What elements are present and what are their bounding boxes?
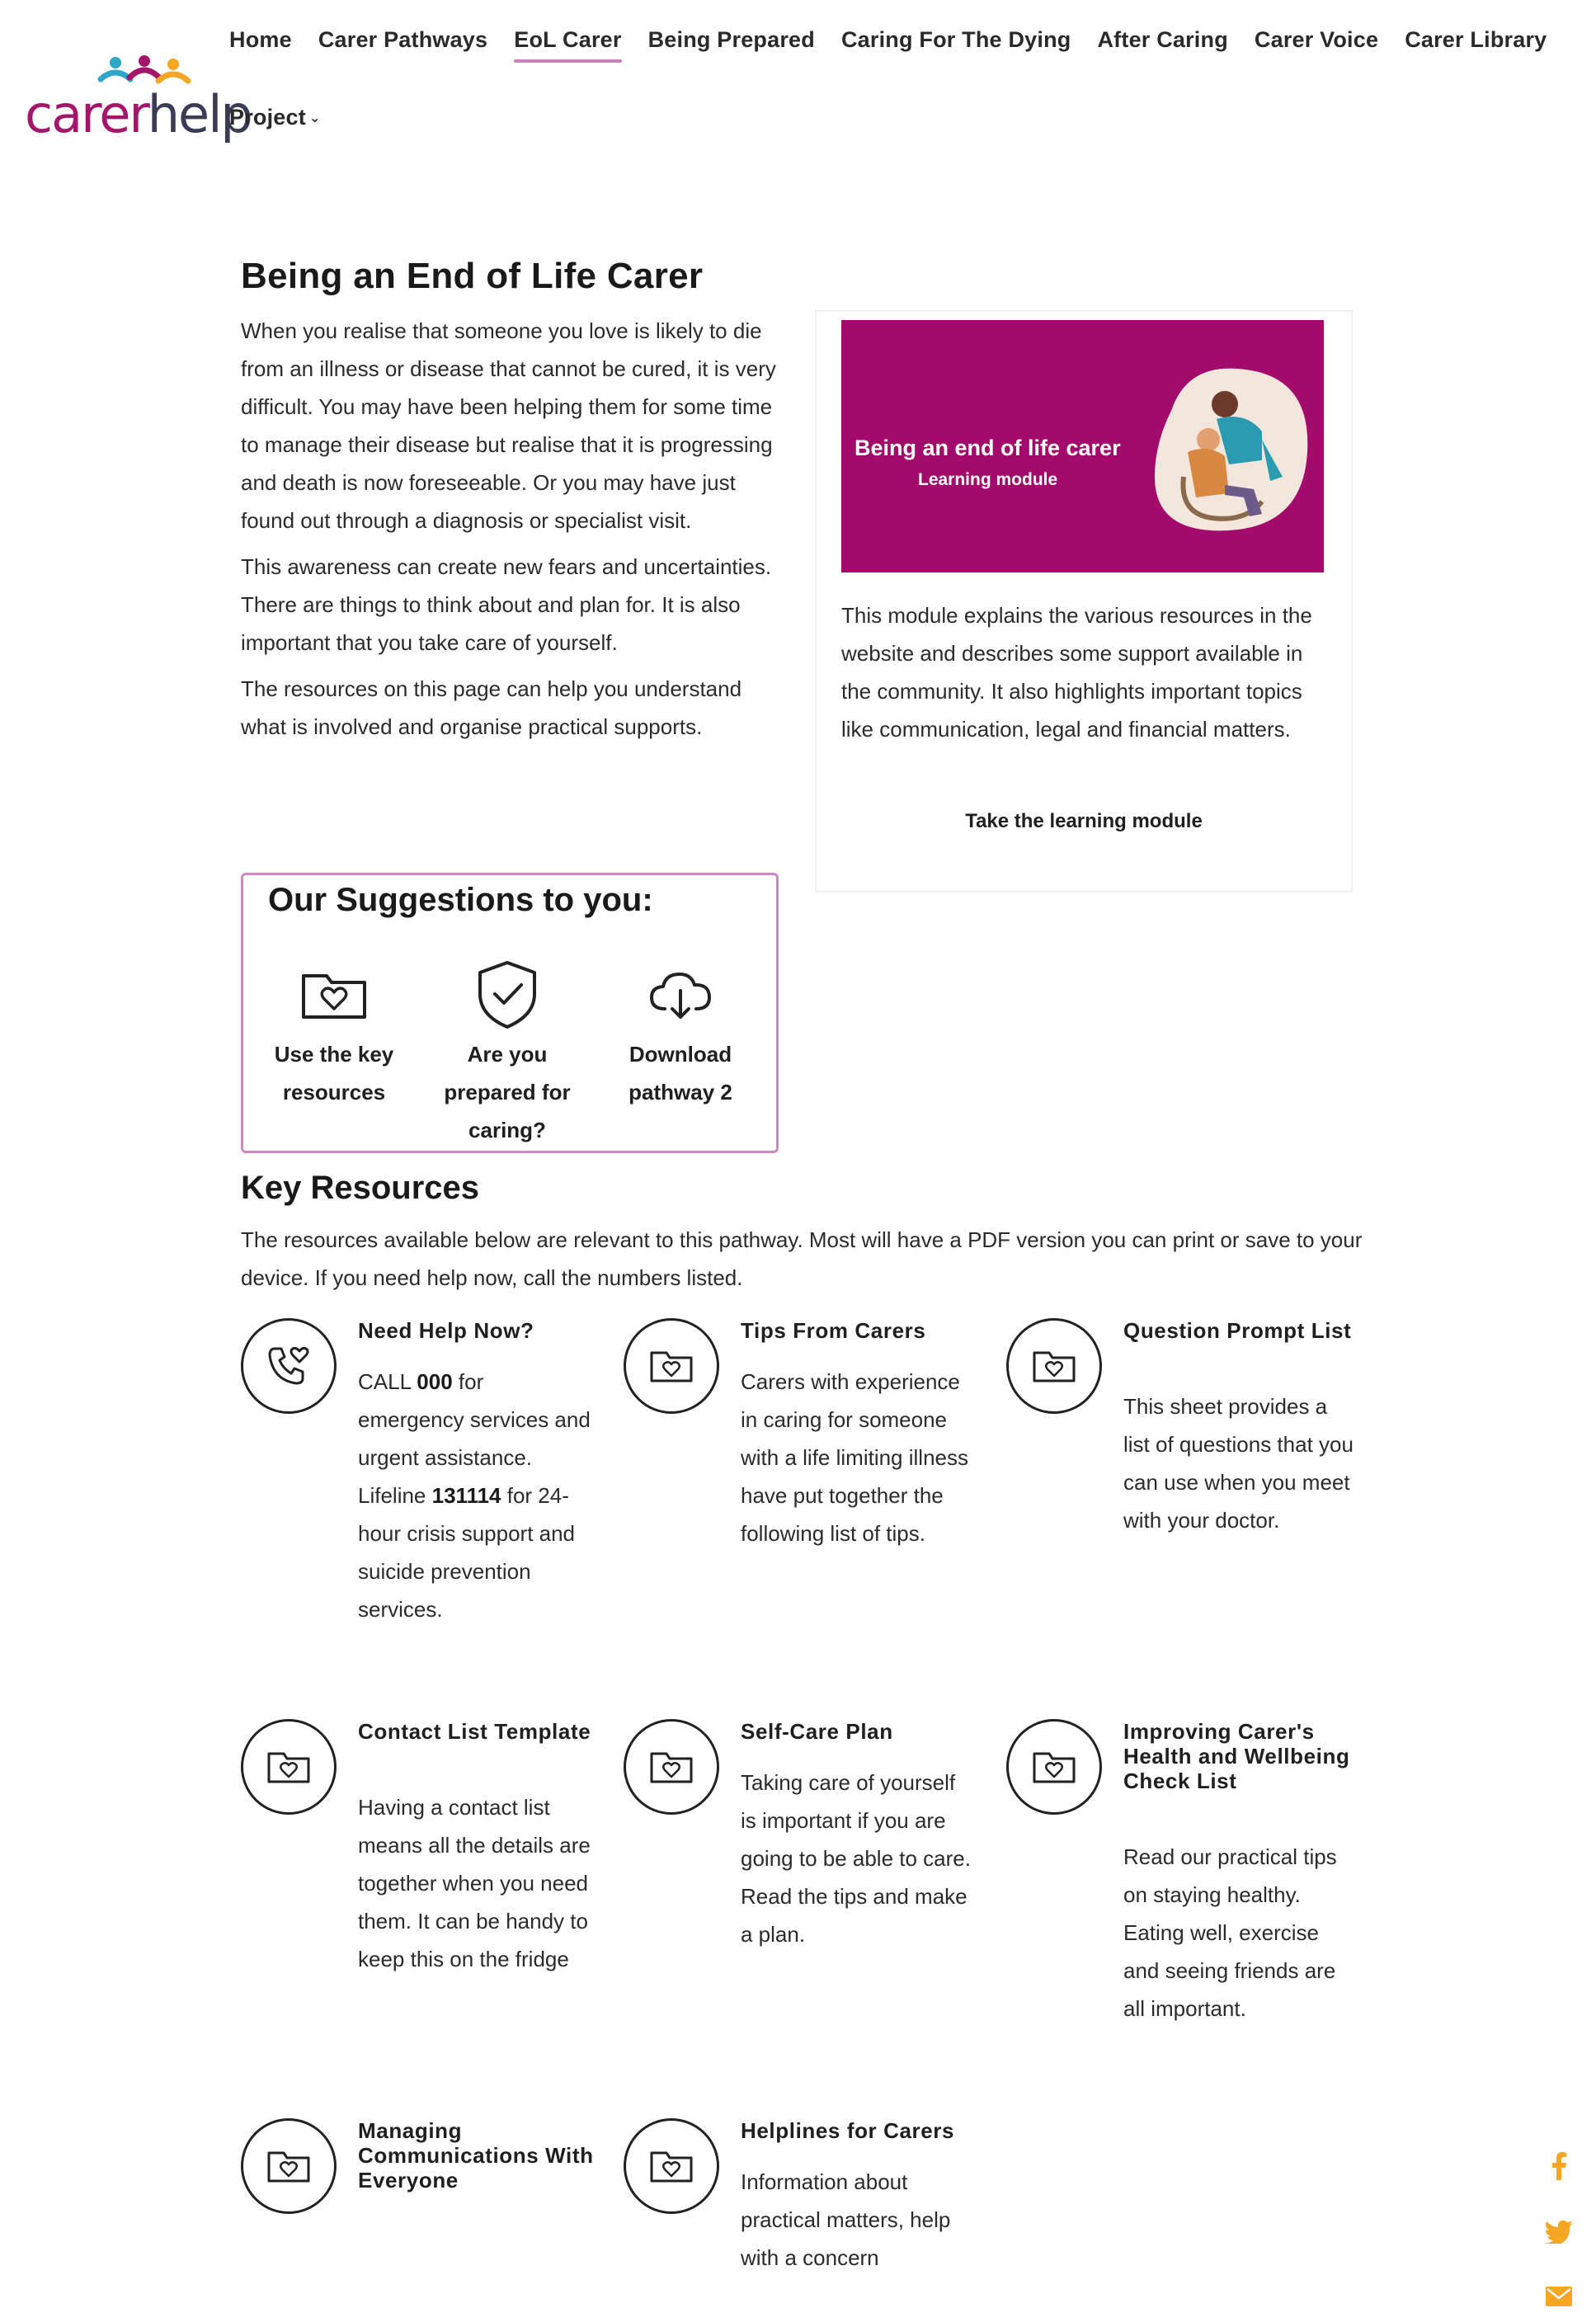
module-description: This module explains the various resources in the website and describes some support available in the community. It also highlights important topics like communication, legal and financial matters.: [841, 603, 1312, 742]
email-share[interactable]: [1542, 2280, 1575, 2313]
folder-heart-icon: [647, 1341, 696, 1391]
resource-text-part: for emergency services and urgent assistance. Lifeline: [358, 1369, 591, 1508]
lifeline-number: 131114: [431, 1483, 501, 1508]
resource-icon-button[interactable]: [1006, 1719, 1102, 1815]
suggestion-label: Are you prepared for caring?: [444, 1042, 571, 1142]
resource-title[interactable]: Need Help Now?: [358, 1318, 534, 1343]
nav-home[interactable]: Home: [229, 26, 292, 52]
suggestion-label: Download pathway 2: [629, 1042, 732, 1104]
suggestion-key-resources[interactable]: [260, 958, 408, 1111]
resource-text-part: for 24-hour crisis support and suicide prevention services.: [358, 1483, 576, 1622]
learning-module-banner[interactable]: [841, 320, 1324, 572]
carer-illustration-icon: [1138, 353, 1320, 543]
suggestion-download-pathway[interactable]: [606, 958, 755, 1111]
logo-wordmark: carerhelp: [25, 84, 252, 144]
resource-icon-button[interactable]: [624, 1719, 719, 1815]
nav-eol-carer[interactable]: EoL Carer: [514, 26, 622, 52]
resource-title[interactable]: Tips From Carers: [741, 1318, 926, 1343]
suggestion-label: Use the key resources: [274, 1042, 394, 1104]
resource-icon-button[interactable]: [241, 2118, 337, 2214]
folder-heart-icon: [264, 1742, 313, 1792]
nav-project-label: Project: [229, 104, 306, 130]
folder-heart-icon: [1029, 1341, 1079, 1391]
emergency-number: 000: [417, 1369, 453, 1394]
learning-module-card: [815, 310, 1353, 893]
cloud-download-icon: [643, 958, 718, 1032]
chevron-down-icon: ⌄: [308, 111, 321, 126]
resource-title[interactable]: Helplines for Carers: [741, 2118, 955, 2143]
resource-title[interactable]: Question Prompt List: [1123, 1318, 1352, 1343]
resource-title[interactable]: Self-Care Plan: [741, 1719, 893, 1744]
intro-paragraph: When you realise that someone you love is likely to die from an illness or disease that cannot be cured, it is very difficult. You may have been helping them for some time to manage their disease but realise that it is progressing and death is now foreseeable. Or you may have just found out through a diagnosis or specialist visit.: [241, 318, 776, 533]
resource-description: Having a contact list means all the details are together when you need them. It can be handy to keep this on the fridge: [358, 1795, 591, 1971]
carerhelp-logo[interactable]: [25, 54, 252, 145]
facebook-icon: [1550, 2152, 1568, 2180]
twitter-icon: [1545, 2221, 1573, 2244]
resource-description: Read our practical tips on staying healthy. Eating well, exercise and seeing friends are all important.: [1123, 1844, 1337, 2021]
nav-carer-pathways[interactable]: Carer Pathways: [318, 26, 488, 52]
banner-title: Being an end of life carer: [854, 436, 1121, 460]
resource-description: Carers with experience in caring for someone with a life limiting illness have put together the following list of tips.: [741, 1369, 968, 1546]
resource-icon-button[interactable]: [624, 2118, 719, 2214]
folder-heart-icon: [297, 958, 371, 1032]
resource-title[interactable]: Contact List Template: [358, 1719, 591, 1744]
nav-caring-for-the-dying[interactable]: Caring For The Dying: [840, 26, 1071, 52]
main-nav: [229, 23, 1565, 56]
nav-after-caring[interactable]: After Caring: [1097, 26, 1228, 52]
twitter-share[interactable]: [1542, 2216, 1575, 2249]
resource-icon-button[interactable]: [624, 1318, 719, 1414]
suggestions-title: Our Suggestions to you:: [268, 882, 653, 918]
folder-heart-icon: [1029, 1742, 1079, 1792]
resource-description: This sheet provides a list of questions that you can use when you meet with your doctor.: [1123, 1394, 1354, 1533]
folder-heart-icon: [647, 1742, 696, 1792]
nav-carer-library[interactable]: Carer Library: [1405, 26, 1547, 52]
nav-project[interactable]: [229, 105, 321, 130]
resource-text-part: CALL: [358, 1369, 417, 1394]
folder-heart-icon: [264, 2141, 313, 2191]
page-title: Being an End of Life Carer: [241, 256, 704, 296]
resource-title[interactable]: Managing Communications With Everyone: [358, 2118, 594, 2192]
facebook-share[interactable]: [1542, 2150, 1575, 2183]
take-learning-module-link[interactable]: Take the learning module: [965, 810, 1203, 832]
banner-subtitle: Learning module: [918, 470, 1058, 489]
intro-paragraph: This awareness can create new fears and uncertainties. There are things to think about and plan for. It is also important that you take care of yourself.: [241, 554, 772, 655]
resource-icon-button[interactable]: [241, 1719, 337, 1815]
shield-check-icon: [470, 958, 544, 1032]
resource-title[interactable]: Improving Carer's Health and Wellbeing Check List: [1123, 1719, 1350, 1793]
phone-heart-icon: [263, 1340, 314, 1392]
intro-paragraph: The resources on this page can help you understand what is involved and organise practical supports.: [241, 676, 742, 739]
folder-heart-icon: [647, 2141, 696, 2191]
resource-description: Information about practical matters, help with a concern: [741, 2169, 951, 2270]
nav-carer-voice[interactable]: Carer Voice: [1254, 26, 1379, 52]
suggestion-prepared-for-caring[interactable]: [433, 958, 581, 1149]
intro-text: [241, 312, 777, 754]
resource-icon-button[interactable]: [1006, 1318, 1102, 1414]
site-header: [0, 0, 1596, 157]
key-resources-title: Key Resources: [241, 1170, 480, 1206]
resource-icon-button[interactable]: [241, 1318, 337, 1414]
nav-being-prepared[interactable]: Being Prepared: [647, 26, 815, 52]
resource-description: Taking care of yourself is important if you are going to be able to care. Read the tips and make a plan.: [741, 1770, 971, 1947]
resource-description: [358, 1363, 593, 1628]
suggestions-box: [241, 873, 779, 1153]
key-resources-intro: The resources available below are relevant to this pathway. Most will have a PDF version you can print or save to your device. If you need help now, call the numbers listed.: [241, 1227, 1363, 1290]
email-icon: [1546, 2287, 1572, 2306]
